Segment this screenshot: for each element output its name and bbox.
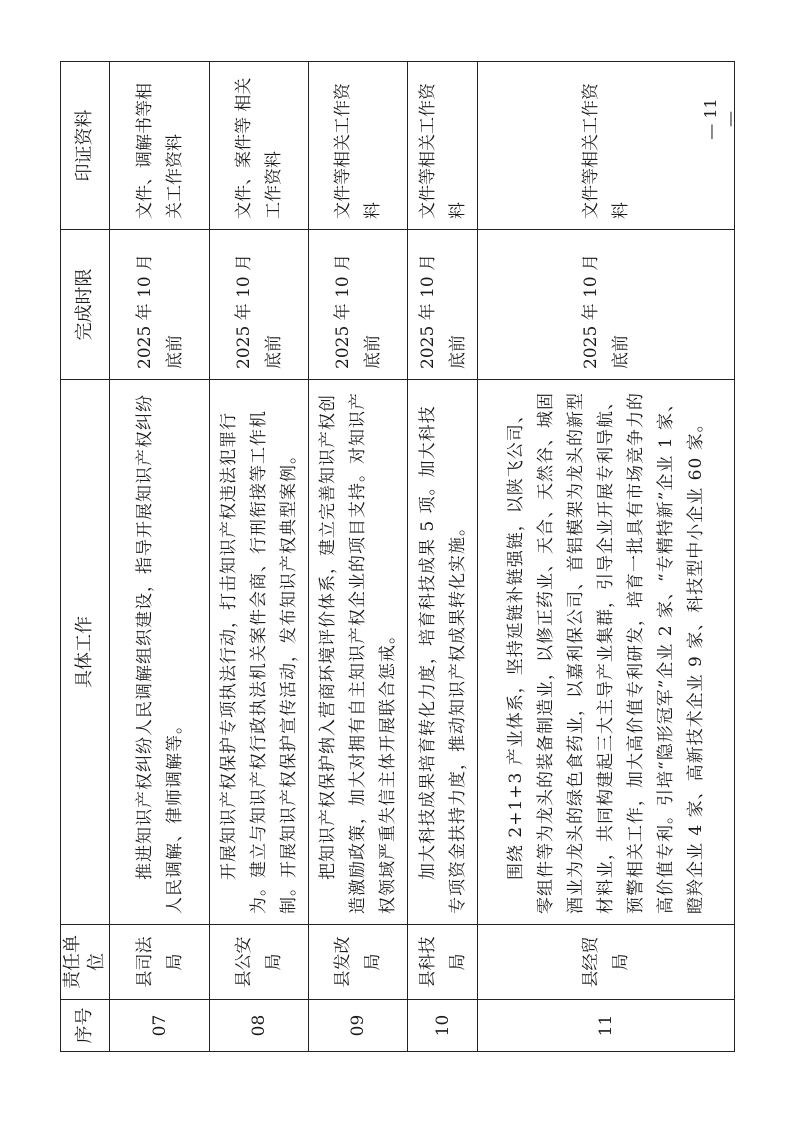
row-work: 围绕 2+1+3 产业体系，坚持延链补链强链，以陕飞公司、零组件等为龙头的装备制造业，以修正药业、天合、天然谷、城固酒业为龙头的绿色食药业，以嘉利保公司、首铝模架为龙头的新型材料业，共同构建起三大主导产业集群，引导企业开展专利导航、预警相关工作，加大高价值专利研发，培育一批具有市场竞争力的高价值专利。引培“隐形冠军”企业 2 家、“专精特新”企业 1 家、瞪羚企业 4 家、高新技术企业 9 家、科技型中小企业 60 家。 xyxy=(478,380,735,925)
row-work: 把知识产权保护纳入营商环境评价体系，建立完善知识产权创造激励政策，加大对拥有自主知识产权企业的项目支持。对知识产权领域严重失信主体开展联合惩戒。 xyxy=(309,380,408,925)
row-unit: 县公安局 xyxy=(210,925,309,1000)
row-number: 10 xyxy=(408,1000,478,1052)
header-unit: 责任单位 xyxy=(61,925,110,1000)
row-work: 开展知识产权保护专项执法行动，打击知识产权违法犯罪行为。建立与知识产权行政执法机关案件会商、行刑衔接等工作机制。开展知识产权保护宣传活动，发布知识产权典型案例。 xyxy=(210,380,309,925)
row-unit: 县科技局 xyxy=(408,925,478,1000)
header-no: 序号 xyxy=(61,1000,110,1052)
row-deadline: 2025 年 10 月底前 xyxy=(478,230,735,380)
row-evidence: 文件等相关工作资料 xyxy=(309,62,408,230)
table-row xyxy=(110,62,210,1052)
row-deadline: 2025 年 10 月底前 xyxy=(408,230,478,380)
row-number: 09 xyxy=(309,1000,408,1052)
header-work: 具体工作 xyxy=(61,380,110,925)
row-unit: 县经贸局 xyxy=(478,925,735,1000)
row-evidence: 文件、调解书等相关工作资料 xyxy=(110,62,210,230)
task-table xyxy=(60,61,735,1052)
table-header-row xyxy=(61,62,110,1052)
row-work: 推进知识产权纠纷人民调解组织建设，指导开展知识产权纠纷人民调解、律师调解等。 xyxy=(110,380,210,925)
row-unit: 县发改局 xyxy=(309,925,408,1000)
page-number: — 11 — xyxy=(701,98,739,140)
header-evidence: 印证资料 xyxy=(61,62,110,230)
row-unit: 县司法局 xyxy=(110,925,210,1000)
row-evidence: 文件、案件等 相关工作资料 xyxy=(210,62,309,230)
row-work: 加大科技成果培育转化力度，培育科技成果 5 项。加大科技专项资金扶持力度，推动知识产权成果转化实施。 xyxy=(408,380,478,925)
row-deadline: 2025 年 10 月底前 xyxy=(110,230,210,380)
row-number: 07 xyxy=(110,1000,210,1052)
table-row xyxy=(408,62,478,1052)
header-deadline: 完成时限 xyxy=(61,230,110,380)
table-row xyxy=(478,62,735,1052)
row-number: 08 xyxy=(210,1000,309,1052)
table-row xyxy=(210,62,309,1052)
row-deadline: 2025 年 10 月底前 xyxy=(309,230,408,380)
row-number: 11 xyxy=(478,1000,735,1052)
row-evidence: 文件等相关工作资料 xyxy=(408,62,478,230)
rotated-page xyxy=(60,62,725,1052)
row-deadline: 2025 年 10 月底前 xyxy=(210,230,309,380)
table-row xyxy=(309,62,408,1052)
row-evidence: 文件等相关工作资料 xyxy=(478,62,735,230)
